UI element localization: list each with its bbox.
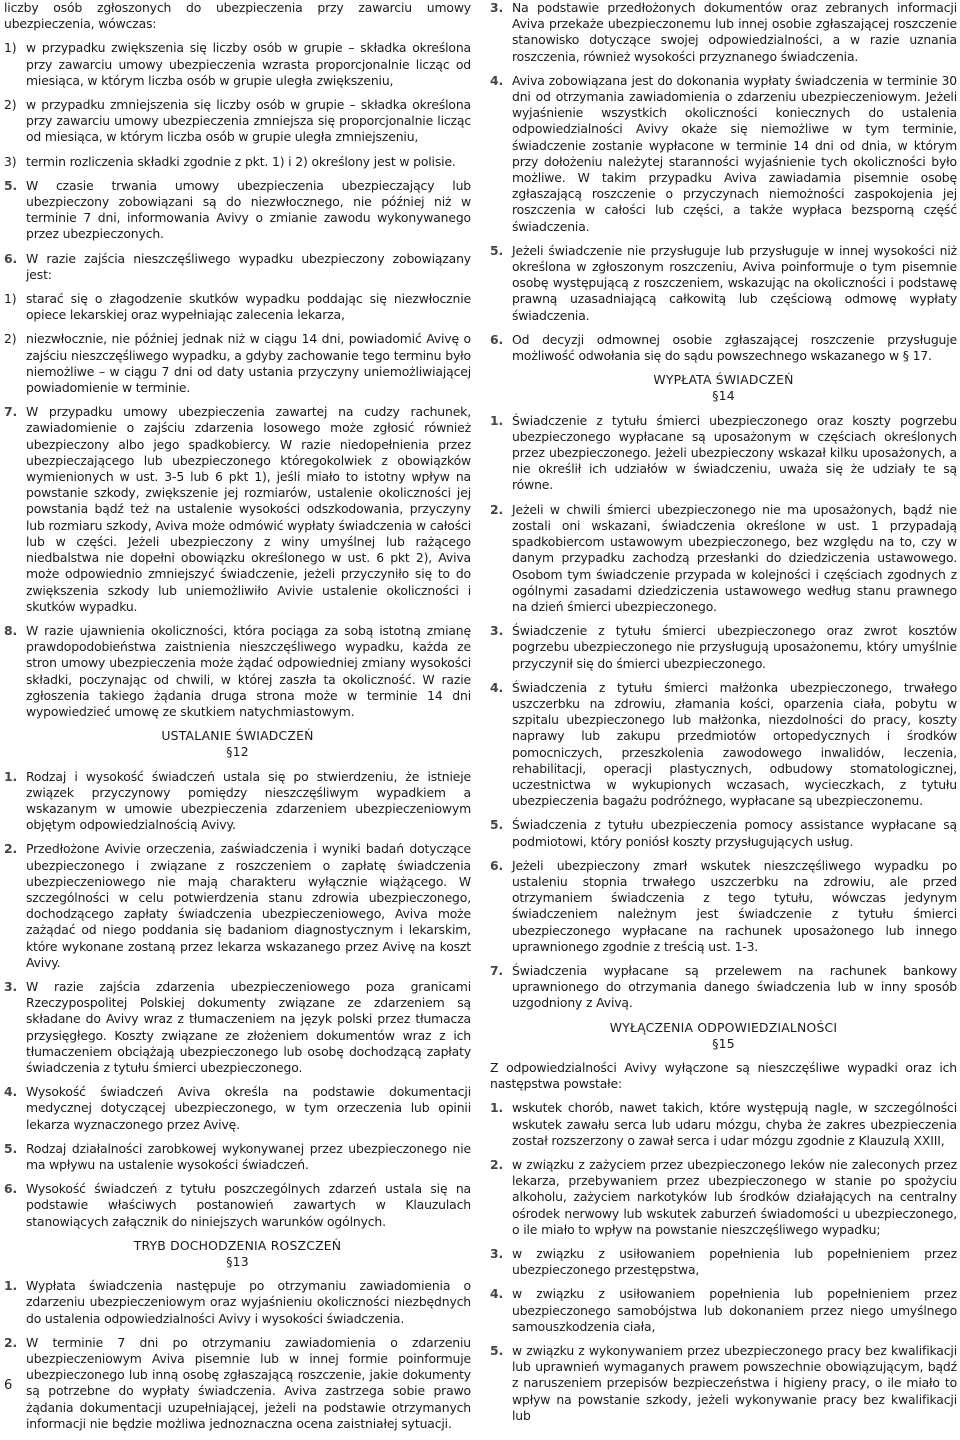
item-text: Jeżeli w chwili śmierci ubezpieczonego nie ma uposażonych, bądź nie zostali oni wskazani, świadczenia określone w ust. 1 przypadają spadkobiercom ustawowym ubezpieczonego, bez względu na to, czy w danym przypadku zachodzą przesłanki do dziedziczenia ustawowego. Osobom tym świadczenie przypada w kolejności i częściach zgodnych z ogólnymi zasadami dziedziczenia ustawowego według stanu prawnego na dzień śmierci ubezpieczonego. [512, 501, 957, 614]
item-number: 3. [490, 1246, 504, 1262]
item-text: w związku z usiłowaniem popełnienia lub popełnieniem przez ubezpieczonego samobójstwa lub dokonaniem przez niego umyślnego samouszkodzenia ciała, [512, 1286, 957, 1334]
right-column [490, 0, 957, 1432]
section-number: §14 [712, 388, 735, 404]
item-number: 2. [4, 841, 18, 857]
item-number: 8. [4, 622, 18, 638]
item-number: 2. [4, 1334, 18, 1350]
intro-paragraph: liczby osób zgłoszonych do ubezpieczenia przy zawarciu umowy ubezpieczenia, wówczas: [4, 0, 471, 32]
s13-item-2 [4, 1335, 471, 1432]
item-number: 1. [4, 768, 18, 784]
item-number: 6. [4, 1181, 18, 1197]
item-text: Rodzaj działalności zarobkowej wykonywanej przez ubezpieczonego nie ma wpływu na ustalenie wysokości świadczeń. [26, 1140, 471, 1172]
s15-item-4 [490, 1286, 957, 1335]
s15-item-5 [490, 1343, 957, 1424]
item-text: Aviva zobowiązana jest do dokonania wypłaty świadczenia w terminie 30 dni od otrzymania zawiadomienia o zdarzeniu ubezpieczeniowym. Jeżeli wyjaśnienie wszystkich okoliczności koniecznych do ustalenia odpowiedzialności Avivy okaże się niemożliwe w tym terminie, świadczenie zostanie wypłacone w terminie 14 dni od dnia, w którym przy dołożeniu należytej staranności wyjaśnienie tych okoliczności było możliwe. W takim przypadku Aviva zawiadamia pisemnie osobę zgłaszającą roszczenie o przyczynach niemożności zaspokojenia jej roszczenia w całości lub części, a także wypłaca bezsporną część świadczenia. [512, 72, 957, 234]
item-text: Świadczenie z tytułu śmierci ubezpieczonego oraz zwrot kosztów pogrzebu ubezpieczonego nie przysługują uposażonemu, który umyślnie przyczynił się do śmierci ubezpieczonego. [512, 623, 957, 671]
s12-item-6 [4, 1181, 471, 1230]
item-text: Wysokość świadczeń z tytułu poszczególnych zdarzeń ustala się na podstawie właściwych postanowień zawartych w Klauzulach stanowiących załącznik do niniejszych warunków ogólnych. [26, 1181, 471, 1229]
item-number: 3. [490, 0, 504, 15]
section-15-heading [490, 1020, 957, 1052]
sub-number: 2) [4, 97, 17, 113]
s13-item-4 [490, 73, 957, 235]
s14-item-5 [490, 817, 957, 849]
section-number: §13 [226, 1254, 249, 1270]
item-text: Wysokość świadczeń Aviva określa na podstawie dokumentacji medycznej dotyczącej ubezpieczonego, w tym orzeczenia lub opinii lekarza wyznaczonego przez Avivę. [26, 1084, 471, 1132]
item-number: 2. [490, 1157, 504, 1172]
s14-item-3 [490, 623, 957, 672]
sub-number: 1) [4, 291, 17, 307]
s13-item-6 [490, 332, 957, 364]
s14-item-1 [490, 413, 957, 494]
item-6 [4, 251, 471, 283]
s14-item-4 [490, 680, 957, 810]
s15-item-3 [490, 1246, 957, 1278]
item-text: w związku z zażyciem przez ubezpieczonego leków nie zaleconych przez lekarza, przebywaniem przez ubezpieczonego w stanie po spożyciu alkoholu, zażyciem narkotyków lub środków działających na centralny ośrodek nerwowy lub wskutek zaburzeń świadomości u ubezpieczonego, o ile miało to wpływ na powstanie nieszczęśliwego wypadku; [512, 1157, 957, 1237]
item-number: 2. [490, 501, 504, 517]
sub-text: starać się o złagodzenie skutków wypadku poddając się niezwłocznie opiece lekarskiej oraz wypełniając zalecenia lekarza, [26, 291, 471, 323]
section-number: §12 [226, 744, 249, 760]
item-8 [4, 623, 471, 720]
s14-item-2 [490, 502, 957, 615]
item-6-sub-1 [4, 291, 471, 323]
item-number: 4. [4, 1084, 18, 1100]
s12-item-4 [4, 1084, 471, 1133]
item-text: w związku z wykonywaniem przez ubezpieczonego pracy bez kwalifikacji lub uprawnień wymaganych prawem powszechnie obowiązującym, bądź z naruszeniem przepisów bezpieczeństwa i higieny pracy, o ile miało to wpływ na powstanie szkody, jeżeli wykonywanie pracy bez kwalifikacji lub [512, 1343, 957, 1423]
sub-text: termin rozliczenia składki zgodnie z pkt. 1) i 2) określony jest w polisie. [26, 153, 456, 169]
sub-text: w przypadku zmniejszenia się liczby osób w grupie – składka określona przy zawarciu umowy ubezpieczenia zmniejsza się proporcjonalnie licząc od miesiąca, w którym liczba osób w grupie uległa zmniejszeniu, [26, 97, 471, 145]
item-number: 5. [490, 817, 504, 833]
item-number: 1. [490, 1100, 504, 1116]
item-text: Jeżeli ubezpieczony zmarł wskutek nieszczęśliwego wypadku po ustaleniu stopnia trwałego uszczerbku na zdrowiu, ale przed otrzymaniem świadczenia z tego tytułu, wówczas jedynym świadczeniem należnym jest świadczenie z tytułu śmierci ubezpieczonego wypłacane na rachunek uposażonego lub innego uprawnionego zgodnie z treścią ust. 1-3. [512, 857, 957, 954]
s12-item-1 [4, 769, 471, 834]
item-text: W przypadku umowy ubezpieczenia zawartej na cudzy rachunek, zawiadomienie o zajściu zdarzenia losowego może zgłosić również ubezpieczony albo jego spadkobiercy. W razie niedopełnienia przez ubezpieczającego lub ubezpieczonego któregokolwiek z obowiązków wymienionych w ust. 3-5 lub 6 pkt 1), jeśli miało to istotny wpływ na powstanie szkody, zwiększenie jej rozmiarów, ustalenie okoliczności jej powstania bądź też na ustalenie wysokości odszkodowania, przyczyny lub rozmiaru szkody, Aviva może odmówić wypłaty świadczenia w całości lub w części. Jeżeli ubezpieczony z winy umyślnej lub rażącego niedbalstwa nie dopełni obowiązku określonego w ust. 6 pkt 2), Aviva może odpowiednio zmniejszyć świadczenie, jeżeli przyczyniło się to do zwiększenia szkody lub uniemożliwiło Avivie ustalenie okoliczności i skutków wypadku. [26, 404, 471, 614]
section-title: USTALANIE ŚWIADCZEŃ [161, 728, 314, 744]
item-number: 6. [490, 857, 504, 873]
item-text: W razie zajścia nieszczęśliwego wypadku ubezpieczony zobowiązany jest: [26, 250, 471, 282]
section-title: WYŁĄCZENIA ODPOWIEDZIALNOŚCI [609, 1019, 838, 1035]
item-text: Świadczenia z tytułu ubezpieczenia pomocy assistance wypłacane są podmiotowi, który poniósł koszty przysługujących usług. [512, 817, 957, 849]
item-text: W terminie 7 dni po otrzymaniu zawiadomienia o zdarzeniu ubezpieczeniowym Aviva pisemnie lub w innej formie poinformuje ubezpieczonego lub inną osobę zgłaszającą roszczenie, jakie dokumenty są potrzebne do wypłaty świadczenia. Aviva zastrzega sobie prawo żądania dokumentacji uzupełniającej, jeżeli na podstawie otrzymanych informacji nie będzie możliwa jednoznaczna ocena zaistniałej sytuacji. [26, 1334, 471, 1431]
item-text: Rodzaj i wysokość świadczeń ustala się po stwierdzeniu, że istnieje związek przyczynowy pomiędzy nieszczęśliwym wypadkiem a wskazanym w umowie ubezpieczenia zdarzeniem ubezpieczeniowym objętym odpowiedzialnością Avivy. [26, 768, 471, 833]
item-text: Świadczenie z tytułu śmierci ubezpieczonego oraz koszty pogrzebu ubezpieczonego wypłacane są uposażonym w częściach określonych przez ubezpieczonego. Jeżeli ubezpieczony wskazał kilku uposażonych, a nie określił ich udziałów w świadczeniu, uważa się że udziały te są równe. [512, 412, 957, 493]
item-text: wskutek chorób, nawet takich, które występują nagle, w szczególności wskutek zawału serca lub udaru mózgu, chyba że zakres ubezpieczenia został rozszerzony o zawał serca i udar mózgu zgodnie z Klauzulą XXIII, [512, 1100, 957, 1148]
sub-number: 2) [4, 331, 17, 347]
item-number: 7. [490, 962, 504, 978]
item-text: Na podstawie przedłożonych dokumentów oraz zebranych informacji Aviva przekaże ubezpieczonemu lub innej osobie zgłaszającej roszczenie stanowisko dotyczące swojej odpowiedzialności, a w razie uznania roszczenia, również wysokości przyznanego świadczenia. [512, 0, 957, 64]
sub-text: niezwłocznie, nie później jednak niż w ciągu 14 dni, powiadomić Avivę o zajściu nieszczęśliwego wypadku, a gdyby zachowanie tego terminu było niemożliwe – w ciągu 7 dni od daty ustania przyczyny uniemożliwiającej powiadomienie w terminie. [26, 331, 471, 396]
s12-item-2 [4, 841, 471, 971]
item-number: 4. [490, 679, 504, 695]
item-number: 3. [490, 623, 504, 639]
item-7 [4, 404, 471, 615]
section-13-heading [4, 1238, 471, 1270]
section-title: WYPŁATA ŚWIADCZEŃ [653, 372, 794, 388]
item-number: 7. [4, 404, 18, 420]
sub-number: 1) [4, 40, 17, 56]
s12-item-3 [4, 979, 471, 1076]
item-number: 5. [4, 177, 18, 193]
item-text: W razie zajścia zdarzenia ubezpieczeniowego poza granicami Rzeczypospolitej Polskiej dokumenty związane ze zdarzeniem są składane do Avivy wraz z tłumaczeniem na język polski przez tłumacza przysięgłego. Koszty związane ze złożeniem dokumentów wraz z ich tłumaczeniem obciążają ubezpieczonego lub osobę dochodzącą zapłaty świadczenia z tytułu śmierci ubezpieczonego. [26, 978, 471, 1075]
s14-item-6 [490, 858, 957, 955]
item-6-sub-2 [4, 331, 471, 396]
s12-item-5 [4, 1141, 471, 1173]
item-number: 1. [490, 412, 504, 428]
intro-sub-2 [4, 97, 471, 146]
section-12-heading [4, 728, 471, 760]
item-number: 6. [490, 331, 504, 347]
intro-sub-1 [4, 40, 471, 89]
sub-number: 3) [4, 153, 17, 169]
item-number: 3. [4, 978, 18, 994]
section-number: §15 [712, 1035, 735, 1051]
item-text: Od decyzji odmownej osobie zgłaszającej roszczenie przysługuje możliwość odwołania się do sądu powszechnego wskazanego w § 17. [512, 331, 957, 364]
sub-text: w przypadku zwiększenia się liczby osób w grupie – składka określona przy zawarciu umowy ubezpieczenia wzrasta proporcjonalnie licząc od miesiąca, w którym liczba osób w grupie uległa zwiększeniu, [26, 40, 471, 88]
item-text: Świadczenia wypłacane są przelewem na rachunek bankowy uprawnionego do otrzymania danego świadczenia lub w inny sposób uzgodniony z Avivą. [512, 962, 957, 1011]
page-number: 6 [4, 1377, 13, 1393]
item-text: Wypłata świadczenia następuje po otrzymaniu zawiadomienia o zdarzeniu ubezpieczeniowym oraz wyjaśnieniu okoliczności niezbędnych do ustalenia odpowiedzialności Avivy i wysokości świadczenia. [26, 1278, 471, 1326]
item-5 [4, 178, 471, 243]
section-title: TRYB DOCHODZENIA ROSZCZEŃ [133, 1237, 342, 1253]
item-number: 4. [490, 72, 504, 88]
s15-item-1 [490, 1100, 957, 1149]
item-text: Przedłożone Avivie orzeczenia, zaświadczenia i wyniki badań dotyczące ubezpieczonego i związane z roszczeniem o zapłatę świadczenia ubezpieczeniowego nie mają charakteru wyłącznie wiążącego. W szczególności w celu potwierdzenia stanu zdrowia ubezpieczonego, dochodzącego zapłaty świadczenia ubezpieczeniowego, Aviva może zażądać od niego poddania się badaniom diagnostycznym i lekarskim, które wykonane zostaną przez lekarza wskazanego przez Avivę na koszt Avivy. [26, 841, 471, 970]
s13-item-3 [490, 0, 957, 65]
s14-item-7 [490, 963, 957, 1012]
item-text: W razie ujawnienia okoliczności, która pociąga za sobą istotną zmianę prawdopodobieństwa zaistnienia nieszczęśliwego wypadku, każda ze stron umowy ubezpieczenia może żądać odpowiedniej zmiany wysokości składki, poczynając od chwili, w której zaszła ta okoliczność. W razie zgłoszenia takiego żądania druga strona może w terminie 14 dni wypowiedzieć umowę ze skutkiem natychmiastowym. [26, 622, 471, 719]
item-number: 5. [490, 242, 504, 258]
intro-sub-3 [4, 154, 471, 170]
item-text: Jeżeli świadczenie nie przysługuje lub przysługuje w innej wysokości niż określona w zgłoszonym roszczeniu, Aviva poinformuje o tym pisemnie osobę występującą z roszczeniem, wskazując na okoliczności i podstawę prawną uzasadniającą całkowitą lub częściową odmowę wypłaty świadczenia. [512, 242, 957, 323]
s15-item-2 [490, 1157, 957, 1238]
section-15-intro: Z odpowiedzialności Avivy wyłączone są nieszczęśliwe wypadki oraz ich następstwa powstałe: [490, 1059, 957, 1092]
item-number: 5. [490, 1343, 504, 1359]
item-number: 1. [4, 1278, 18, 1294]
item-text: W czasie trwania umowy ubezpieczenia ubezpieczający lub ubezpieczony zobowiązani są do niezwłocznego, nie później niż w terminie 7 dni, informowania Avivy o zmianie zawodu wykonywanego przez ubezpieczonych. [26, 177, 471, 242]
item-text: Świadczenia z tytułu śmierci małżonka ubezpieczonego, trwałego uszczerbku na zdrowiu, złamania kości, oparzenia ciała, pobytu w szpitalu ubezpieczonego lub małżonka, niezdolności do pracy, koszty naprawy lub zakupu przedmiotów ortopedycznych i środków pomocniczych, przeszkolenia zawodowego inwalidów, leczenia, rehabilitacji, operacji plastycznych, odbudowy stomatologicznej, uczestnictwa w wykupionych wczasach, wycieczkach, z tytułu ubezpieczenia bagażu podróżnego, wypłacane są ubezpieczonemu. [512, 679, 957, 809]
item-number: 5. [4, 1140, 18, 1156]
item-text: w związku z usiłowaniem popełnienia lub popełnieniem przez ubezpieczonego przestępstwa, [512, 1246, 957, 1278]
item-number: 6. [4, 250, 18, 266]
s13-item-1 [4, 1278, 471, 1327]
s13-item-5 [490, 243, 957, 324]
section-14-heading [490, 372, 957, 404]
left-column [4, 0, 471, 1440]
item-number: 4. [490, 1286, 504, 1302]
